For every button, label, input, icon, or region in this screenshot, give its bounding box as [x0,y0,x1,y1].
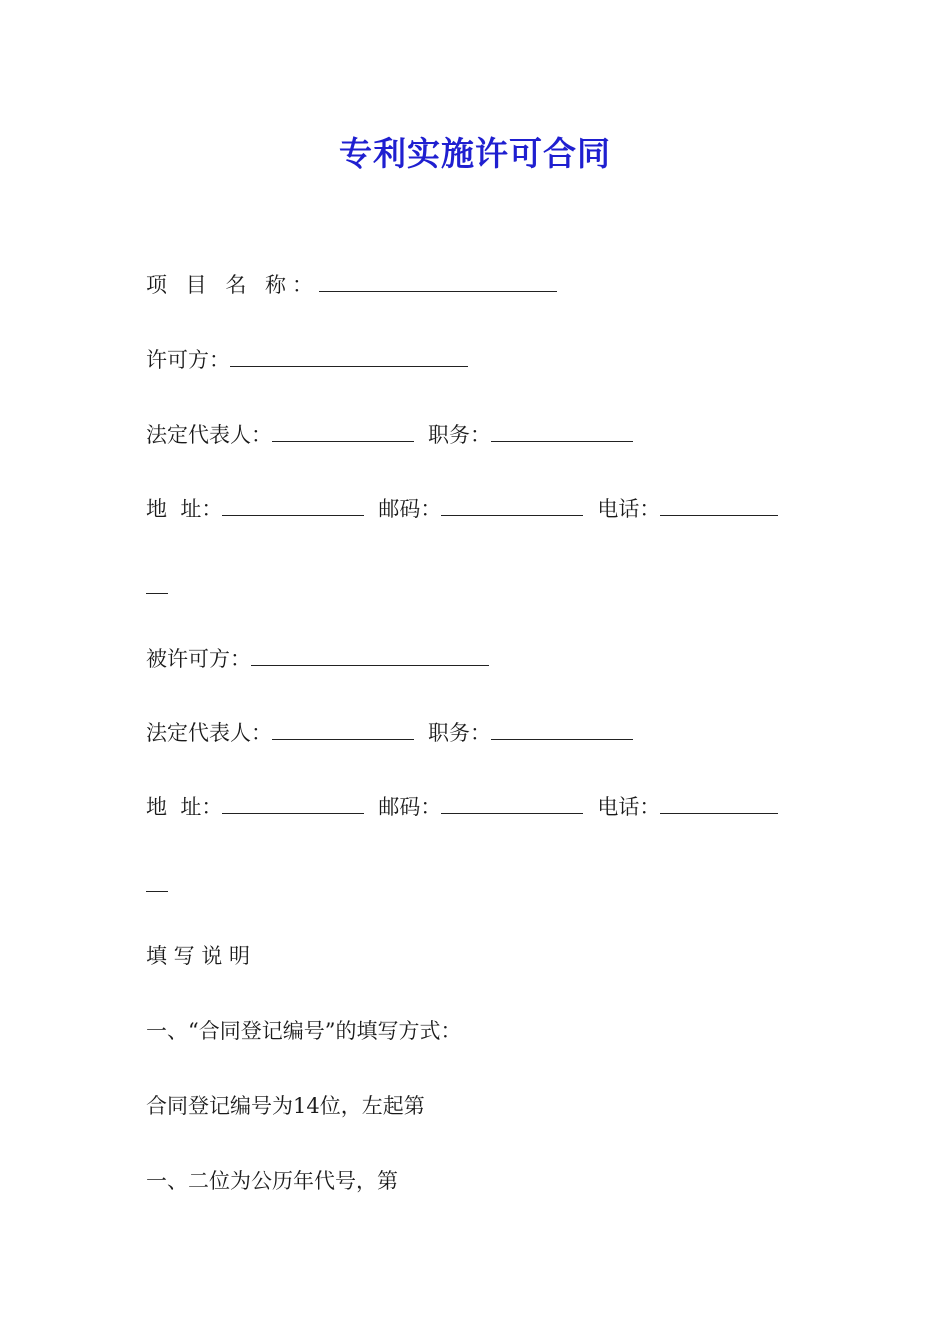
document-title: 专利实施许可合同 [339,134,611,173]
licensee-postcode-field[interactable] [441,793,583,814]
licensee-phone-continuation [146,870,168,900]
address-label: 地 址： [146,497,223,521]
licensee-address-field[interactable] [222,793,364,814]
instructions-heading: 填 写 说 明 [146,944,251,968]
licensor-address-row [146,494,778,524]
licensee-legal-rep-field[interactable] [272,719,414,740]
licensor-phone-field[interactable] [660,495,778,516]
project-name-label: 项 目 名 称： [146,273,320,297]
phone-label: 电话： [597,497,661,521]
licensor-position-field[interactable] [491,421,633,442]
licensor-row [146,345,468,375]
licensee-position-field[interactable] [491,719,633,740]
postcode-label: 邮码： [378,795,442,819]
project-name-row [146,270,557,300]
licensee-field[interactable] [251,645,489,666]
licensee-label: 被许可方： [146,647,251,671]
postcode-label: 邮码： [378,497,442,521]
address-label: 地 址： [146,795,223,819]
licensor-address-field[interactable] [222,495,364,516]
licensor-legal-rep-row [146,420,633,450]
licensor-postcode-field[interactable] [441,495,583,516]
licensee-phone-field[interactable] [660,793,778,814]
licensor-label: 许可方： [146,348,230,372]
licensor-field[interactable] [230,346,468,367]
project-name-field[interactable] [319,271,557,292]
legal-rep-label: 法定代表人： [146,423,272,447]
licensee-row [146,644,489,674]
position-label: 职务： [428,423,491,447]
instruction-paragraph: 合同登记编号为14位，左起第 [146,1094,425,1118]
instruction-paragraph: 一、二位为公历年代号，第 [146,1169,398,1193]
legal-rep-label: 法定代表人： [146,721,272,745]
phone-label: 电话： [597,795,661,819]
licensor-phone-continuation [146,572,168,602]
licensee-phone-field-cont[interactable] [146,871,168,892]
licensor-phone-field-cont[interactable] [146,573,168,594]
position-label: 职务： [428,721,491,745]
licensee-legal-rep-row [146,718,633,748]
licensor-legal-rep-field[interactable] [272,421,414,442]
licensee-address-row [146,792,778,822]
instruction-paragraph: 一、“合同登记编号”的填写方式： [146,1019,462,1043]
